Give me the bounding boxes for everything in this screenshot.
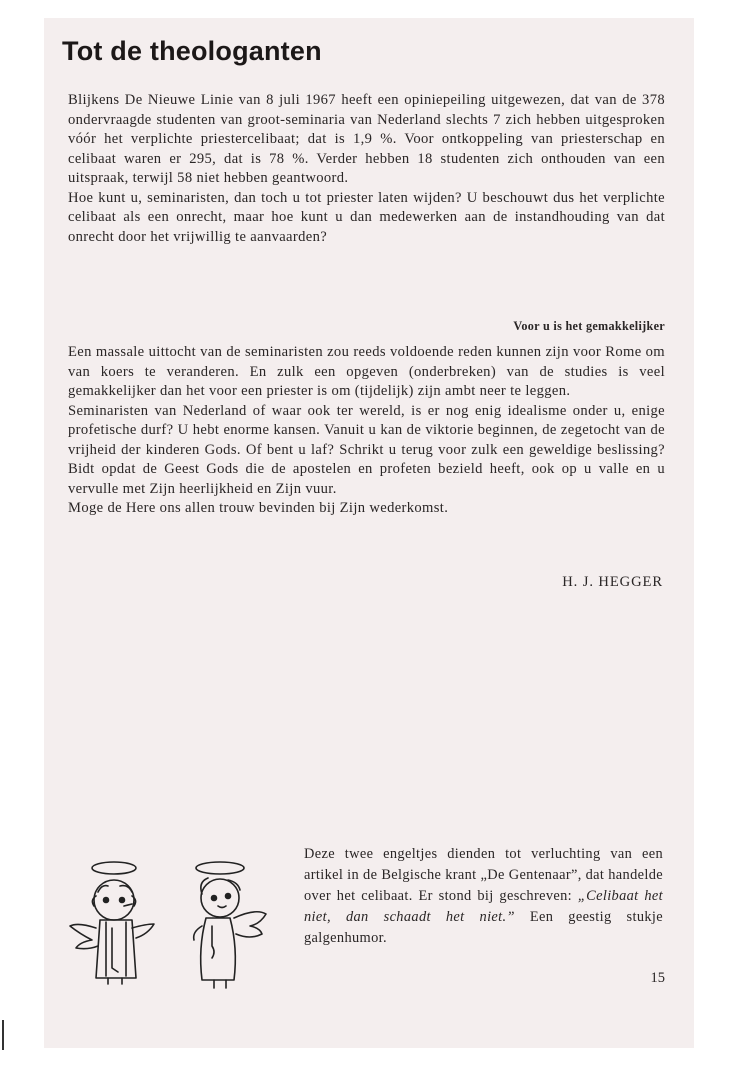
scan-mark [2,1020,4,1050]
article-body-part2 [68,343,665,519]
caption-quote: „Celibaat het niet, dan schaadt het niet.” [304,888,663,925]
illustration-caption [304,844,663,949]
paragraph: Seminaristen van Nederland of waar ook ter wereld, is er nog enig idealisme onder u, enige profetische durf? U hebt enorme kansen. Vanuit u kan de viktorie beginnen, de zegetocht van de vrijheid der kinderen Gods. Of bent u laf? Schrikt u terug voor zulk een geweldige beslissing? Bidt opdat de Geest Gods die de apostelen en profeten bezield heeft, ook op u valle en u vervulle met Zijn heerlijkheid en Zijn vuur. [68,402,665,497]
paragraph: Blijkens De Nieuwe Linie van 8 juli 1967 heeft een opiniepeiling uitgewezen, dat van de 378 ondervraagde studenten van groot-seminaria van Nederland slechts 7 zich hebben uitgesproken vóór het verplichte priestercelibaat; dat is 1,9 %. Voor ontkoppeling van priesterschap en celibaat waren er 295, dat is 78 %. Verder hebben 18 studenten zich onthouden van een uitspraak, terwijl 58 niet hebben geantwoord. [68,92,665,186]
angel-left-figure [70,862,154,984]
author-signature: H. J. HEGGER [562,574,663,590]
article-body-part1 [68,91,665,247]
caption-text: Deze twee engeltjes dienden tot verluchting van een artikel in de Belgische krant „De Gentenaar”, dat handelde over het celibaat. Er stond bij geschreven: [304,846,663,904]
angel-right-figure [194,862,266,988]
article-subheading: Voor u is het gemakkelijker [513,319,665,333]
paragraph: Hoe kunt u, seminaristen, dan toch u tot priester laten wijden? U beschouwt dus het verplichte celibaat als een onrecht, maar hoe kunt u dan medewerken aan de instandhouding van dat onrecht door het vrijwillig te aanvaarden? [68,189,665,245]
paragraph: Een massale uittocht van de seminaristen zou reeds voldoende reden kunnen zijn voor Rome om van koers te veranderen. En zulk een opgeven (onderbreken) van de studies is veel gemakkelijker dan het voor een priester is om (tijdelijk) zijn ambt neer te leggen. [68,344,665,399]
article-title: Tot de theologanten [62,36,322,66]
page-number: 15 [650,970,665,986]
magazine-page [44,18,694,1048]
paragraph: Moge de Here ons allen trouw bevinden bij Zijn wederkomst. [68,500,449,516]
caption-text-end: Een geestig stukje galgenhumor. [304,909,664,946]
two-angels-illustration [68,856,268,996]
